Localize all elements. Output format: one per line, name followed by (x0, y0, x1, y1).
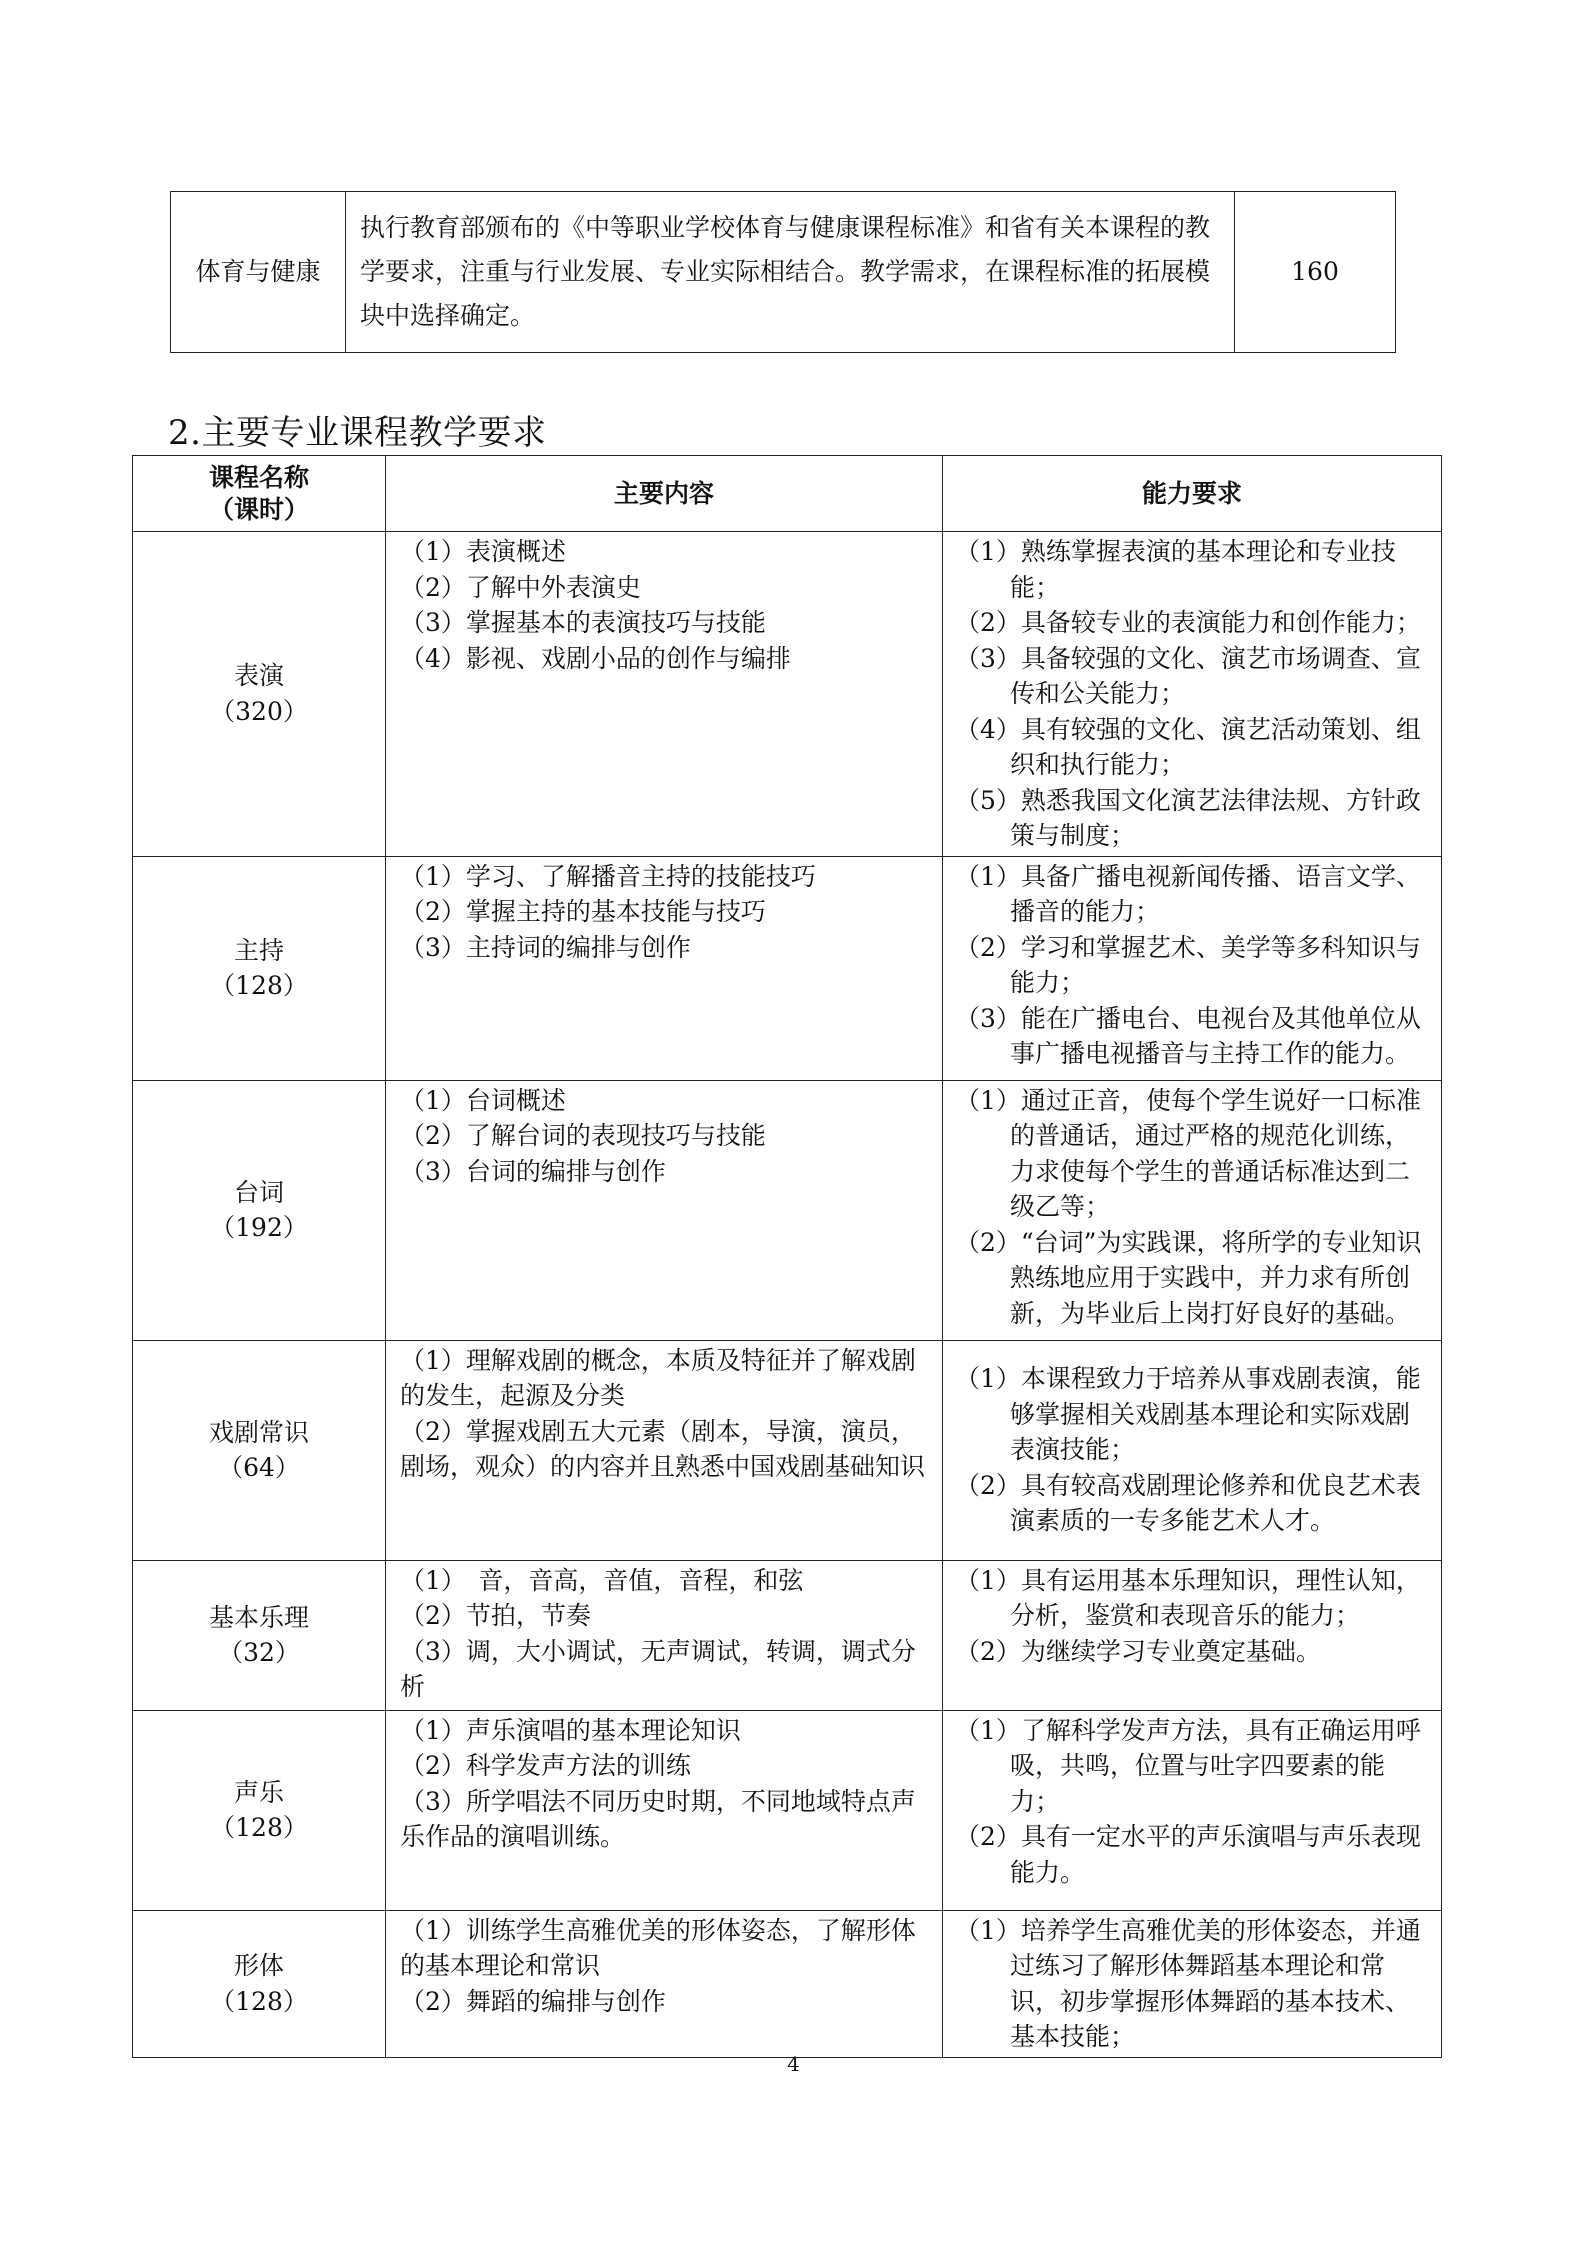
course-name-cell (133, 1710, 386, 1910)
content-item: （1）训练学生高雅优美的形体姿态，了解形体的基本理论和常识 (400, 1915, 916, 1980)
ability-item: （3）能在广播电台、电视台及其他单位从事广播电视播音与主持工作的能力。 (955, 1003, 1421, 1068)
course-name: 主持 (233, 935, 284, 965)
course-hours: （128） (210, 1813, 308, 1842)
content-item: （2）了解中外表演史 (400, 572, 641, 602)
ability-item: （2）具有较高戏剧理论修养和优良艺术表演素质的一专多能艺术人才。 (955, 1470, 1421, 1536)
course-name-cell (133, 1910, 386, 2057)
content-item: （1）表演概述 (400, 537, 566, 566)
ability-item: （1）具备广播电视新闻传播、语言文学、播音的能力； (955, 861, 1421, 926)
course-name: 形体 (233, 1951, 284, 1980)
content-cell (386, 1710, 943, 1910)
content-cell (386, 1340, 943, 1560)
course-name: 声乐 (233, 1777, 284, 1807)
content-item: （2）舞蹈的编排与创作 (400, 1986, 666, 2016)
content-item: （3）掌握基本的表演技巧与技能 (400, 608, 766, 637)
course-description: 执行教育部颁布的《中等职业学校体育与健康课程标准》和省有关本课程的教学要求，注重与行业发展、专业实际相结合。教学需求，在课程标准的拓展模块中选择确定。 (346, 192, 1235, 353)
ability-item: （2）具备较专业的表演能力和创作能力； (955, 608, 1421, 637)
ability-cell (943, 1080, 1442, 1340)
course-hours: 160 (1235, 192, 1396, 353)
course-hours: （128） (210, 1986, 308, 2016)
course-hours: （64） (218, 1453, 300, 1482)
content-item: （1）理解戏剧的概念，本质及特征并了解戏剧的发生，起源及分类 (400, 1345, 916, 1410)
content-item: （2）科学发声方法的训练 (400, 1751, 691, 1780)
course-name-cell (133, 532, 386, 857)
content-item: （2）掌握主持的基本技能与技巧 (400, 897, 766, 926)
course-hours: （320） (210, 696, 308, 726)
content-item: （1） 音，音高，音值，音程，和弦 (400, 1565, 804, 1595)
header-ability: 能力要求 (943, 456, 1442, 532)
table-row (133, 1560, 1442, 1710)
table-row (171, 192, 1396, 353)
ability-item: （1）通过正音，使每个学生说好一口标准的普通话，通过严格的规范化训练，力求使每个学生的普通话标准达到二级乙等； (955, 1085, 1421, 1221)
course-name: 表演 (233, 661, 284, 691)
page-number: 4 (787, 2052, 800, 2076)
table-row (133, 1080, 1442, 1340)
ability-cell (943, 1560, 1442, 1710)
ability-cell (943, 532, 1442, 857)
table-row (133, 856, 1442, 1080)
course-hours: （32） (218, 1638, 300, 1667)
header-course-name (133, 456, 386, 532)
header-name-line1: 课程名称 (208, 462, 309, 492)
content-item: （1）台词概述 (400, 1085, 566, 1115)
course-name: 体育与健康 (171, 192, 346, 353)
header-content: 主要内容 (386, 456, 943, 532)
ability-cell (943, 1910, 1442, 2057)
ability-item: （3）具备较强的文化、演艺市场调查、宣传和公关能力； (955, 643, 1421, 708)
table-row (133, 1340, 1442, 1560)
ability-cell (943, 1340, 1442, 1560)
course-name: 戏剧常识 (208, 1417, 309, 1447)
content-item: （2）掌握戏剧五大元素（剧本，导演，演员，剧场，观众）的内容并且熟悉中国戏剧基础知识 (400, 1416, 926, 1481)
content-cell (386, 1560, 943, 1710)
content-cell (386, 856, 943, 1080)
ability-item: （2）为继续学习专业奠定基础。 (955, 1636, 1321, 1666)
content-item: （3）台词的编排与创作 (400, 1156, 666, 1186)
content-item: （3）调，大小调试，无声调试，转调，调式分析 (400, 1636, 916, 1701)
content-item: （3）所学唱法不同历史时期，不同地域特点声乐作品的演唱训练。 (400, 1786, 916, 1851)
ability-item: （5）熟悉我国文化演艺法律法规、方针政策与制度； (955, 785, 1421, 850)
table-row (133, 1910, 1442, 2057)
content-cell (386, 1910, 943, 2057)
section-title: 2.主要专业课程教学要求 (168, 413, 547, 453)
table-row (133, 532, 1442, 857)
course-name: 台词 (233, 1177, 284, 1207)
ability-item: （1）培养学生高雅优美的形体姿态，并通过练习了解形体舞蹈基本理论和常识，初步掌握形体舞蹈的基本技术、基本技能； (955, 1915, 1421, 2051)
ability-item: （2）具有一定水平的声乐演唱与声乐表现能力。 (955, 1822, 1421, 1887)
content-item: （1）声乐演唱的基本理论知识 (400, 1715, 741, 1745)
content-item: （2）节拍，节奏 (400, 1601, 591, 1630)
course-name-cell (133, 1560, 386, 1710)
table-header-row (133, 456, 1442, 532)
ability-item: （4）具有较强的文化、演艺活动策划、组织和执行能力； (955, 714, 1421, 779)
ability-cell (943, 856, 1442, 1080)
ability-item: （2）“台词”为实践课，将所学的专业知识熟练地应用于实践中，并力求有所创新，为毕业后上岗打好良好的基础。 (955, 1227, 1422, 1328)
content-item: （1）学习、了解播音主持的技能技巧 (400, 861, 816, 891)
ability-item: （1）了解科学发声方法，具有正确运用呼吸，共鸣，位置与吐字四要素的能力； (955, 1715, 1421, 1816)
course-name: 基本乐理 (208, 1602, 309, 1632)
content-item: （2）了解台词的表现技巧与技能 (400, 1121, 766, 1150)
ability-cell (943, 1710, 1442, 1910)
course-rows (133, 532, 1442, 2058)
table-row (133, 1710, 1442, 1910)
course-hours: （192） (210, 1213, 308, 1242)
ability-item: （1）熟练掌握表演的基本理论和专业技能； (955, 537, 1396, 602)
course-name-cell (133, 1340, 386, 1560)
course-hours: （128） (210, 971, 308, 1000)
content-item: （4）影视、戏剧小品的创作与编排 (400, 643, 791, 673)
major-course-table (132, 455, 1442, 2058)
header-name-line2: （课时） (208, 494, 309, 524)
ability-item: （1）本课程致力于培养从事戏剧表演，能够掌握相关戏剧基本理论和实际戏剧表演技能； (955, 1364, 1421, 1465)
ability-item: （2）学习和掌握艺术、美学等多科知识与能力； (955, 932, 1421, 997)
course-name-cell (133, 1080, 386, 1340)
content-item: （3）主持词的编排与创作 (400, 932, 691, 962)
pe-course-table (170, 191, 1396, 353)
content-cell (386, 532, 943, 857)
course-name-cell (133, 856, 386, 1080)
content-cell (386, 1080, 943, 1340)
ability-item: （1）具有运用基本乐理知识，理性认知，分析，鉴赏和表现音乐的能力； (955, 1565, 1421, 1630)
